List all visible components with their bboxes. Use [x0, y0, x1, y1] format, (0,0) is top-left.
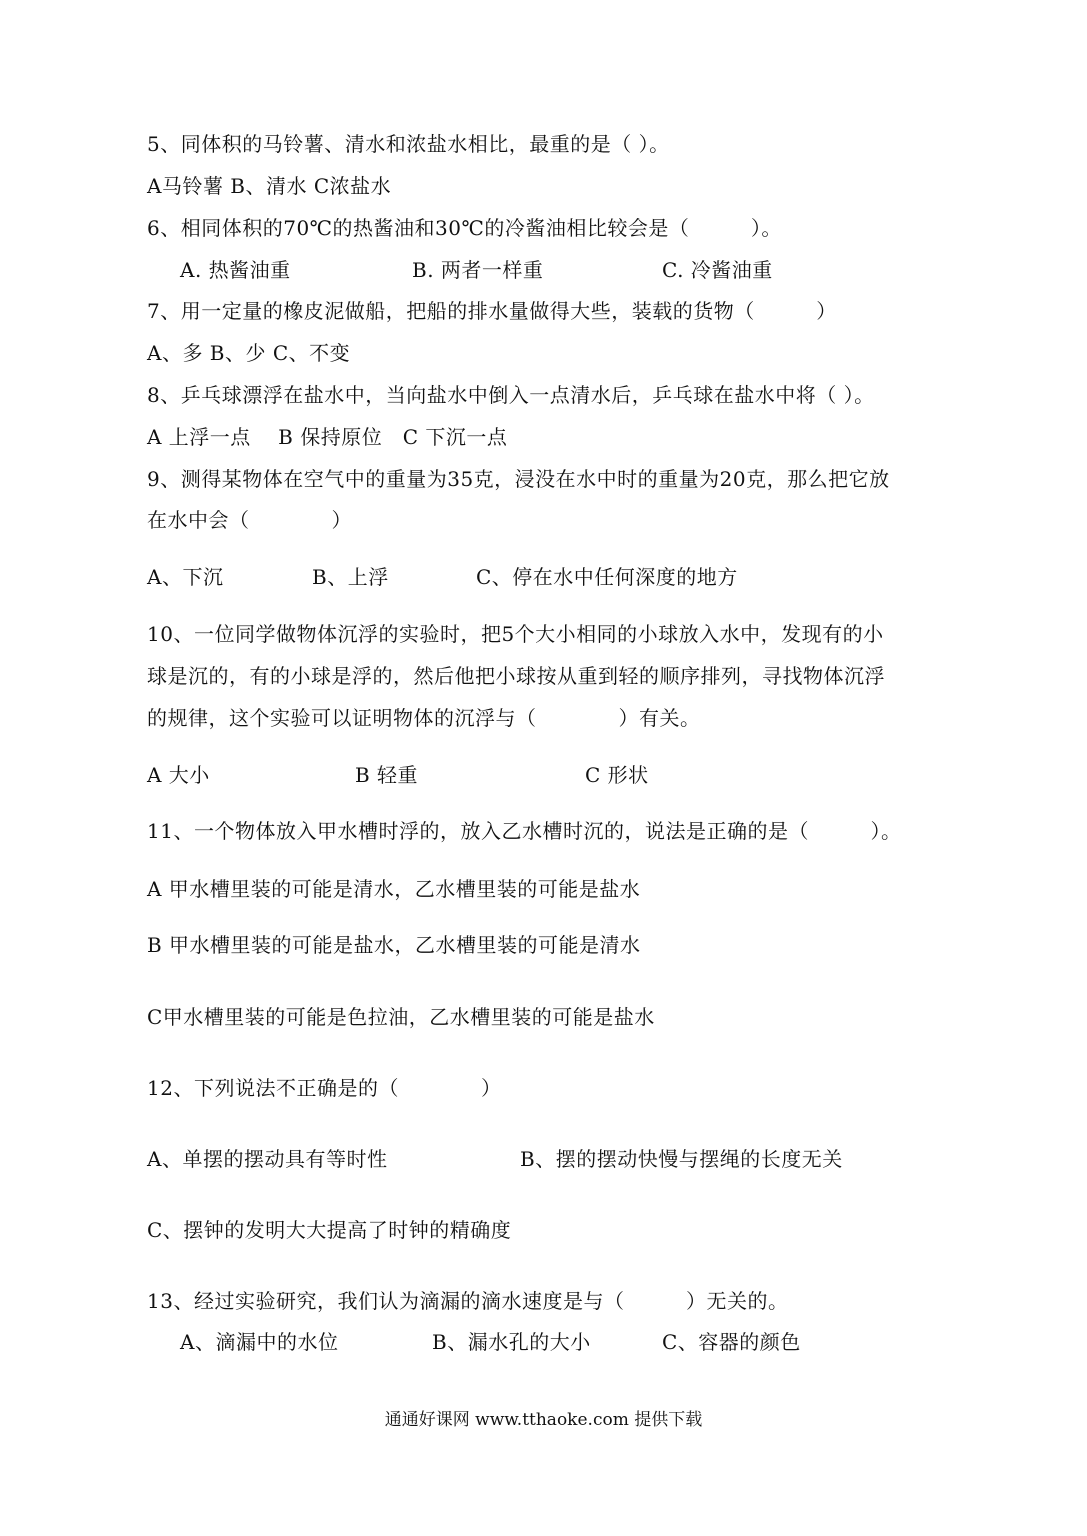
- question-6-option-a: A. 热酱油重: [180, 258, 291, 282]
- question-12-option-b: B、摆的摆动快慢与摆绳的长度无关: [520, 1147, 843, 1171]
- page-footer: 通通好课网 www.tthaoke.com 提供下载: [384, 1410, 703, 1430]
- question-10-stem-line1: 10、一位同学做物体沉浮的实验时，把5个大小相同的小球放入水中，发现有的小: [147, 622, 884, 646]
- question-8-options: A 上浮一点 B 保持原位 C 下沉一点: [147, 425, 508, 449]
- question-13-option-b: B、漏水孔的大小: [432, 1330, 591, 1354]
- question-10-option-a: A 大小: [147, 763, 210, 787]
- question-6-stem: 6、相同体积的70℃的热酱油和30℃的冷酱油相比较会是（ ）。: [147, 216, 782, 240]
- question-9-option-a: A、下沉: [147, 565, 224, 589]
- question-13-option-c: C、容器的颜色: [662, 1330, 801, 1354]
- question-5-options: A马铃薯 B、清水 C浓盐水: [147, 174, 392, 198]
- question-9-stem-line1: 9、测得某物体在空气中的重量为35克，浸没在水中时的重量为20克，那么把它放: [147, 467, 890, 491]
- question-9-stem-line2: 在水中会（ ）: [147, 508, 352, 532]
- question-9-option-c: C、停在水中任何深度的地方: [476, 565, 738, 589]
- question-6-option-c: C. 冷酱油重: [662, 258, 773, 282]
- question-7-options: A、多 B、少 C、不变: [147, 341, 351, 365]
- question-9-option-b: B、上浮: [312, 565, 389, 589]
- question-5-stem: 5、同体积的马铃薯、清水和浓盐水相比，最重的是（ ）。: [147, 132, 670, 156]
- question-7-stem: 7、用一定量的橡皮泥做船，把船的排水量做得大些，装载的货物（ ）: [147, 299, 837, 323]
- question-10-stem-line3: 的规律，这个实验可以证明物体的沉浮与（ ）有关。: [147, 706, 701, 730]
- question-11-stem: 11、一个物体放入甲水槽时浮的，放入乙水槽时沉的，说法是正确的是（ ）。: [147, 819, 902, 843]
- question-6-option-b: B. 两者一样重: [412, 258, 544, 282]
- question-13-option-a: A、滴漏中的水位: [180, 1330, 339, 1354]
- question-10-option-b: B 轻重: [355, 763, 419, 787]
- question-10-stem-line2: 球是沉的，有的小球是浮的，然后他把小球按从重到轻的顺序排列，寻找物体沉浮: [147, 664, 885, 688]
- question-12-option-c: C、摆钟的发明大大提高了时钟的精确度: [147, 1218, 512, 1242]
- question-12-option-a: A、单摆的摆动具有等时性: [147, 1147, 388, 1171]
- question-11-option-c: C甲水槽里装的可能是色拉油，乙水槽里装的可能是盐水: [147, 1005, 655, 1029]
- question-10-option-c: C 形状: [585, 763, 649, 787]
- question-12-stem: 12、下列说法不正确是的（ ）: [147, 1076, 502, 1100]
- question-8-stem: 8、乒乓球漂浮在盐水中，当向盐水中倒入一点清水后，乒乓球在盐水中将（ ）。: [147, 383, 875, 407]
- question-11-option-b: B 甲水槽里装的可能是盐水，乙水槽里装的可能是清水: [147, 933, 641, 957]
- question-11-option-a: A 甲水槽里装的可能是清水，乙水槽里装的可能是盐水: [147, 877, 641, 901]
- question-13-stem: 13、经过实验研究，我们认为滴漏的滴水速度是与（ ）无关的。: [147, 1289, 789, 1313]
